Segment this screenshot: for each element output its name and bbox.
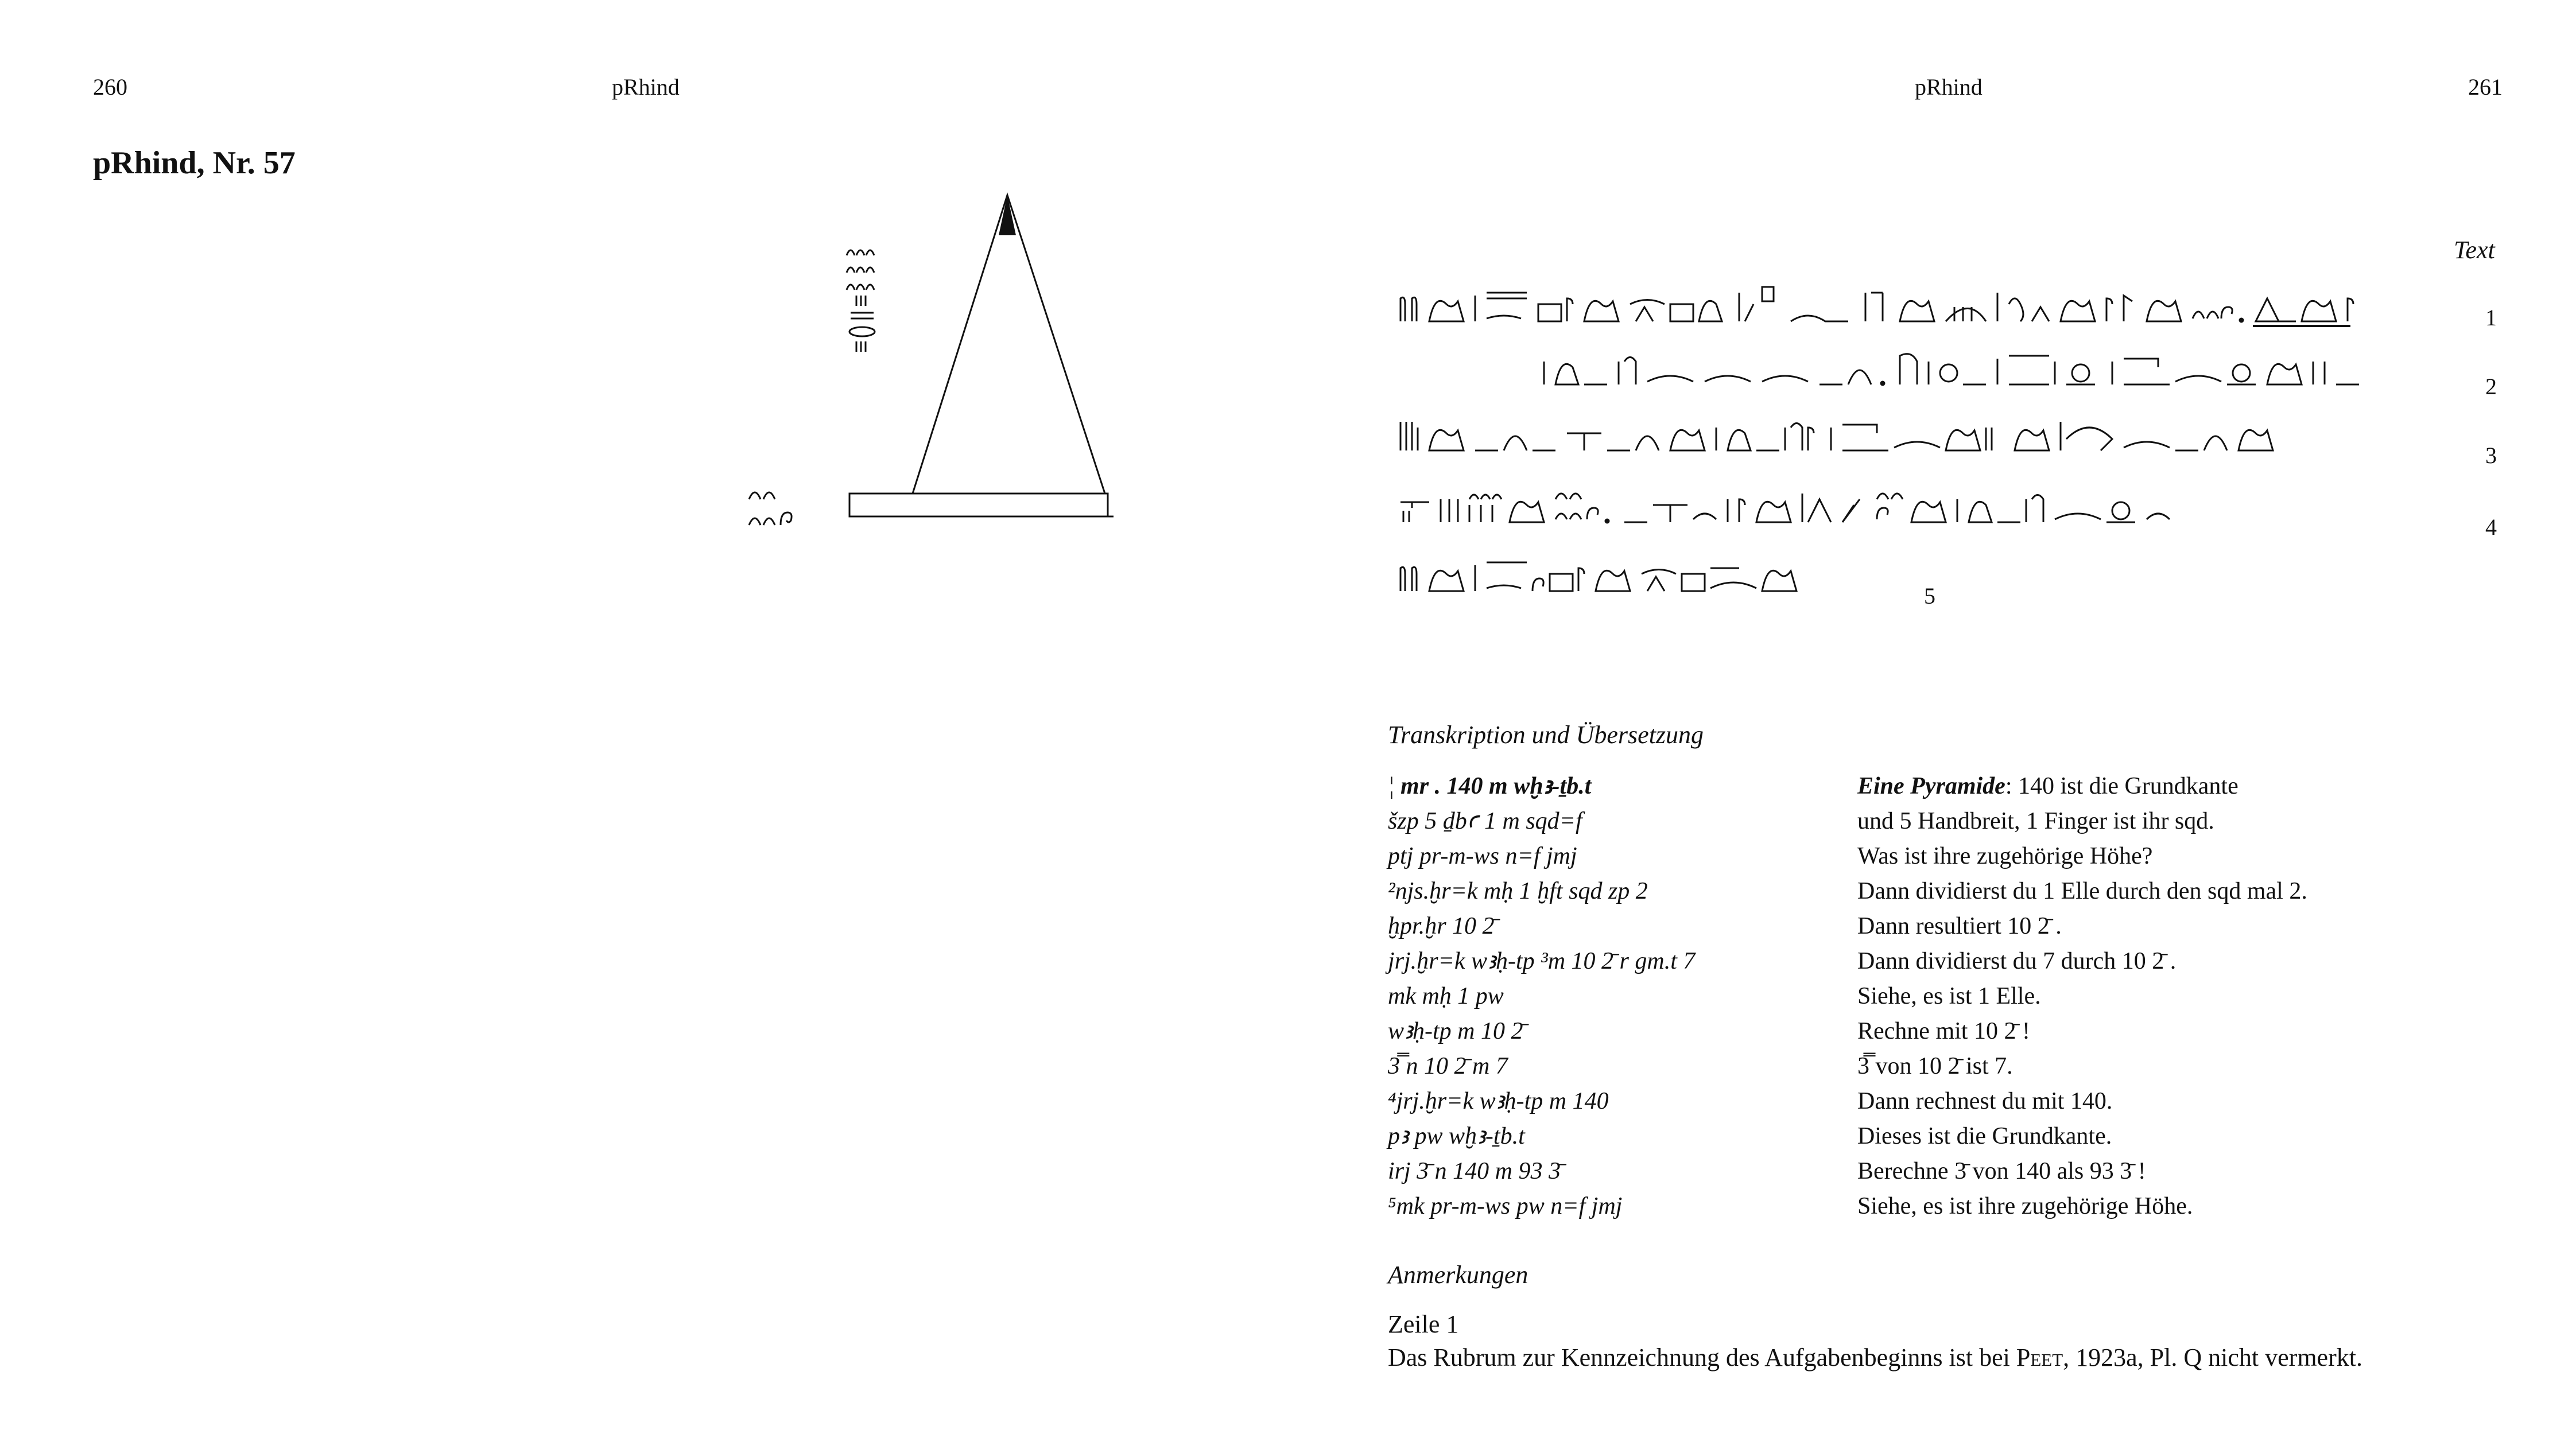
translation-line: und 5 Handbreit, 1 Finger ist ihr sqd.: [1857, 808, 2214, 834]
text-section-label: Text: [2454, 236, 2495, 264]
translation-line: Rechne mit 10 2̄ !: [1857, 1018, 2030, 1044]
translation-line: Dieses ist die Grundkante.: [1857, 1123, 2112, 1149]
hieroglyph-line-icon: [1395, 545, 1911, 603]
transcription-line: 3̿ n 10 2̄ m 7: [1388, 1053, 1508, 1079]
hieroglyph-line-icon: [1395, 476, 2485, 534]
hieroglyph-line-icon: [1395, 405, 2485, 462]
hieroglyph-line-number: 2: [2485, 374, 2497, 399]
hieroglyph-line-number: 5: [1924, 583, 1935, 609]
transcription-line: jrj.ḫr=k wꜣḥ-tp ³m 10 2̄ r gm.t 7: [1388, 948, 1696, 974]
hieroglyph-line-4: [1395, 476, 2485, 534]
hieratic-numerals-93-1/3-icon: [844, 241, 890, 367]
translation-line: Eine Pyramide: 140 ist die Grundkante: [1857, 773, 2239, 799]
note-text: Das Rubrum zur Kennzeichnung des Aufgabenbeginns ist bei Peet, 1923a, Pl. Q nicht vermerkt.: [1388, 1343, 2362, 1372]
hieroglyph-line-icon: [1538, 339, 2480, 396]
right-running-title: pRhind: [1915, 74, 1983, 100]
translation-line: Berechne 3̄ von 140 als 93 3̄ !: [1857, 1158, 2146, 1184]
transcription-line: ⁴jrj.ḫr=k wꜣḥ-tp m 140: [1388, 1088, 1609, 1114]
translation-line: Dann rechnest du mit 140.: [1857, 1088, 2113, 1114]
translation-line: Was ist ihre zugehörige Höhe?: [1857, 843, 2153, 869]
transcription-line: ⁵mk pr-m-ws pw n=f jmj: [1388, 1193, 1623, 1219]
transcription-line: wꜣḥ-tp m 10 2̄: [1388, 1018, 1523, 1044]
hieroglyph-line-1: [1395, 275, 2485, 333]
notes-heading: Anmerkungen: [1388, 1261, 1528, 1289]
transcription-column: [1388, 769, 1695, 1224]
translation-line: Siehe, es ist ihre zugehörige Höhe.: [1857, 1193, 2193, 1219]
translation-line: Dann dividierst du 1 Elle durch den sqd mal 2.: [1857, 878, 2307, 904]
translation-line: 3̿ von 10 2̄ ist 7.: [1857, 1053, 2013, 1079]
translation-line: Dann dividierst du 7 durch 10 2̄ .: [1857, 948, 2177, 974]
hieratic-numerals-140-icon: [746, 482, 815, 545]
pyramid-base: [849, 494, 1108, 516]
hieroglyph-line-icon: [1395, 275, 2485, 333]
translation-column: [1857, 769, 2307, 1224]
transcription-line: ptj pr-m-ws n=f jmj: [1388, 843, 1577, 869]
hieroglyph-line-2: [1538, 339, 2480, 396]
transcription-line: ²njs.ḫr=k mḥ 1 ḫft sqd zp 2: [1388, 878, 1648, 904]
hieroglyph-line-3: [1395, 405, 2485, 462]
left-running-title: pRhind: [612, 74, 680, 100]
problem-title: pRhind, Nr. 57: [93, 145, 296, 181]
transcription-line: irj 3̄ n 140 m 93 3̄: [1388, 1158, 1561, 1184]
hieroglyph-line-number: 4: [2485, 514, 2497, 540]
hieroglyph-line-number: 1: [2485, 305, 2497, 331]
transcription-line: ¦ mr . 140 m wḫꜣ-ṯb.t: [1388, 773, 1592, 799]
transcription-heading: Transkription und Übersetzung: [1388, 721, 1704, 749]
transcription-line: pꜣ pw wḫꜣ-ṯb.t: [1388, 1123, 1525, 1149]
left-page-number: 260: [93, 74, 127, 100]
hieroglyph-line-number: 3: [2485, 442, 2497, 468]
transcription-line: ḫpr.ḫr 10 2̄: [1388, 913, 1495, 939]
note-zeile: Zeile 1: [1388, 1310, 1459, 1338]
transcription-line: šzp 5 ḏbꜥ 1 m sqd=f: [1388, 808, 1582, 834]
translation-line: Dann resultiert 10 2̄ .: [1857, 913, 2062, 939]
note-author: Peet: [2016, 1343, 2063, 1372]
transcription-line: mk mḥ 1 pw: [1388, 983, 1504, 1009]
translation-line: Siehe, es ist 1 Elle.: [1857, 983, 2041, 1009]
hieroglyph-line-5: [1395, 545, 1911, 603]
right-page-number: 261: [2468, 74, 2503, 100]
pyramid-outline: [913, 195, 1105, 494]
